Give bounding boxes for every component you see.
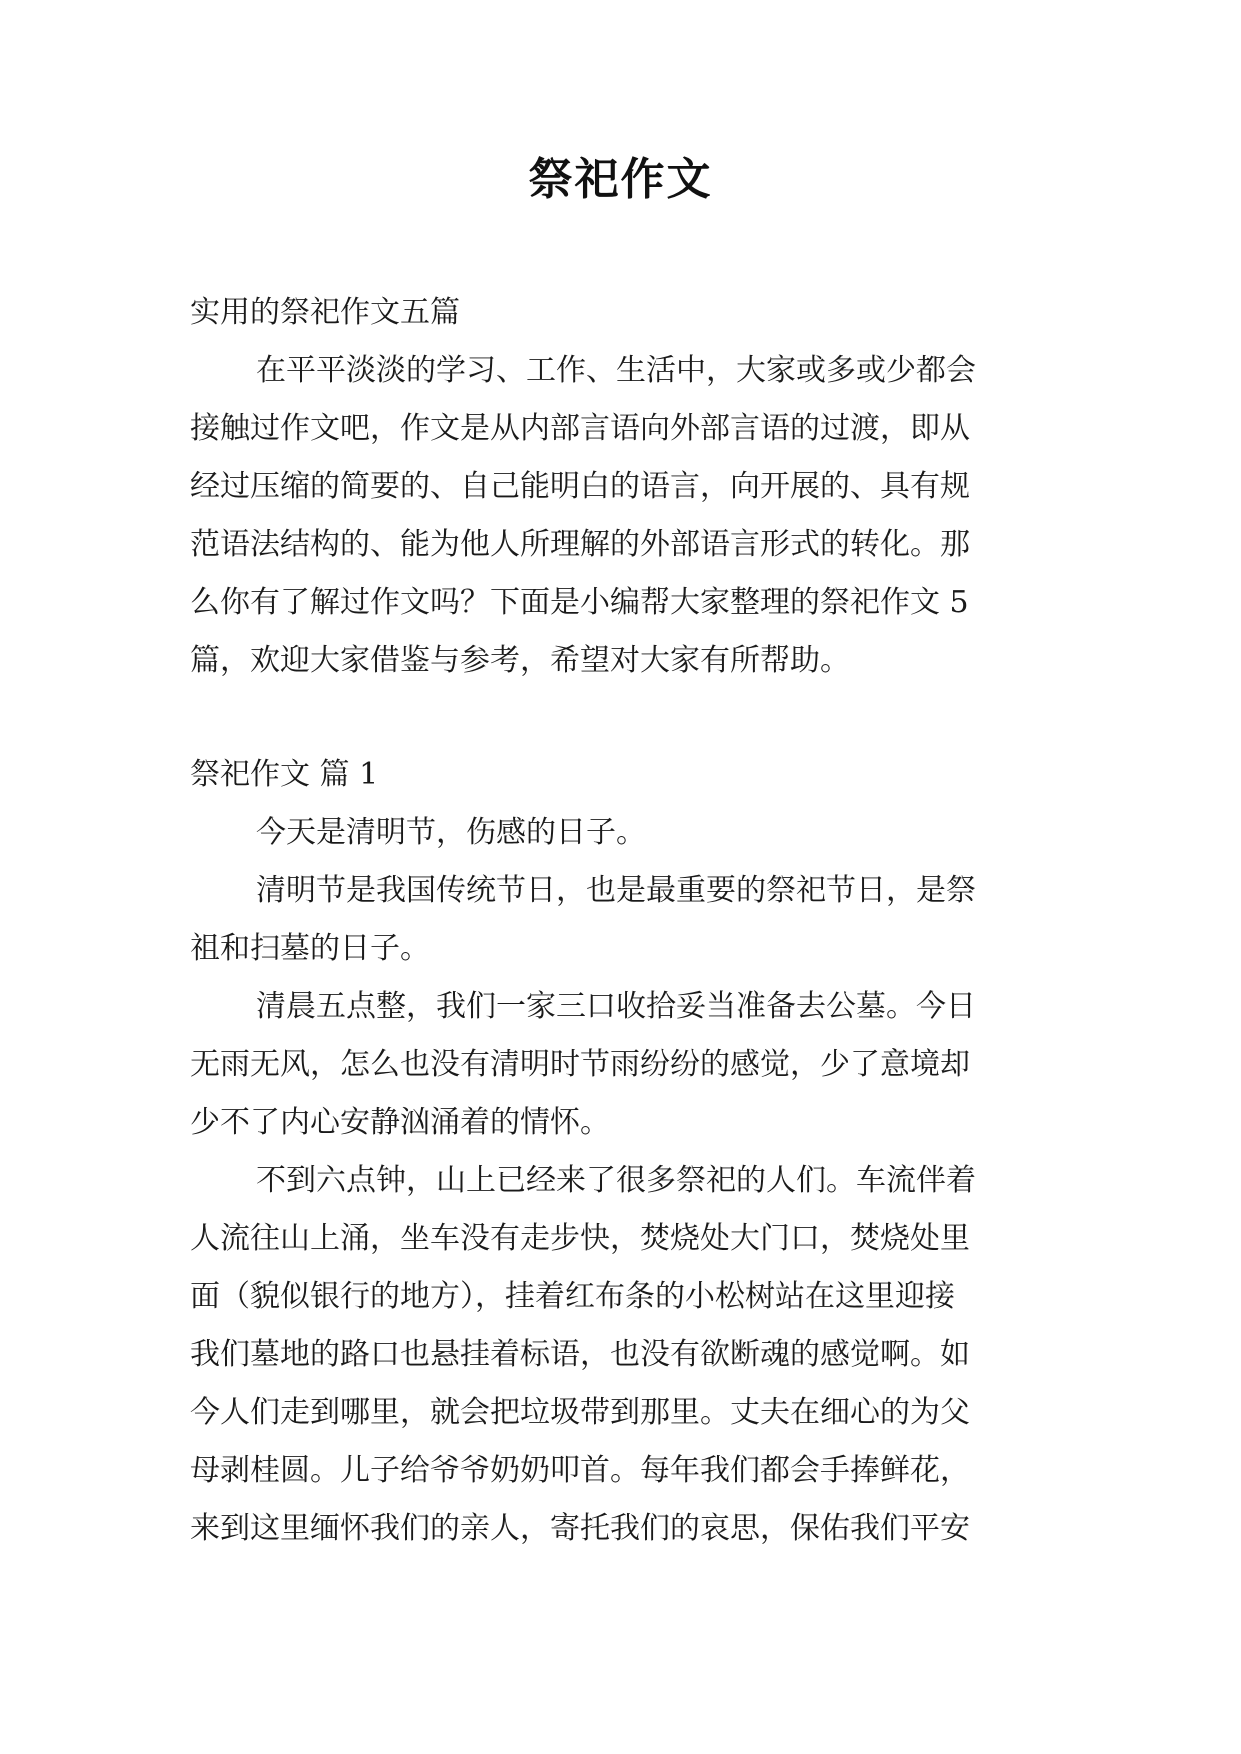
- paragraph-line: 经过压缩的简要的、自己能明白的语言，向开展的、具有规: [190, 469, 970, 504]
- paragraph-line: 接触过作文吧，作文是从内部言语向外部言语的过渡，即从: [190, 411, 970, 446]
- paragraph-line: 今天是清明节，伤感的日子。: [256, 815, 646, 850]
- paragraph-line: 清晨五点整，我们一家三口收拾妥当准备去公墓。今日: [256, 989, 976, 1024]
- document-title: 祭祀作文: [528, 154, 713, 205]
- paragraph-line: 在平平淡淡的学习、工作、生活中，大家或多或少都会: [256, 353, 976, 388]
- document-subtitle: 实用的祭祀作文五篇: [190, 295, 460, 330]
- paragraph-line: 来到这里缅怀我们的亲人，寄托我们的哀思，保佑我们平安: [190, 1511, 970, 1546]
- paragraph-line: 范语法结构的、能为他人所理解的外部语言形式的转化。那: [190, 527, 970, 562]
- paragraph-line: 人流往山上涌，坐车没有走步快，焚烧处大门口，焚烧处里: [190, 1221, 970, 1256]
- paragraph-line: 无雨无风，怎么也没有清明时节雨纷纷的感觉，少了意境却: [190, 1047, 970, 1082]
- paragraph-line: 母剥桂圆。儿子给爷爷奶奶叩首。每年我们都会手捧鲜花，: [190, 1453, 970, 1488]
- paragraph-line: 今人们走到哪里，就会把垃圾带到那里。丈夫在细心的为父: [190, 1395, 970, 1430]
- paragraph-4: [190, 1152, 1052, 1558]
- paragraph-line: 面（貌似银行的地方），挂着红布条的小松树站在这里迎接: [190, 1279, 955, 1314]
- paragraph-2: [190, 862, 1052, 978]
- section-spacer: [190, 690, 1052, 746]
- paragraph-line: 少不了内心安静汹涌着的情怀。: [190, 1105, 610, 1140]
- intro-paragraph: [190, 342, 1052, 690]
- paragraph-1: [190, 804, 1052, 862]
- paragraph-3: [190, 978, 1052, 1152]
- document-body: [190, 284, 1052, 1558]
- paragraph-line: 我们墓地的路口也悬挂着标语，也没有欲断魂的感觉啊。如: [190, 1337, 970, 1372]
- paragraph-line: 篇，欢迎大家借鉴与参考，希望对大家有所帮助。: [190, 643, 850, 678]
- paragraph-line: 不到六点钟，山上已经来了很多祭祀的人们。车流伴着: [256, 1163, 976, 1198]
- section-heading: 祭祀作文 篇 1: [190, 757, 379, 792]
- paragraph-line: 祖和扫墓的日子。: [190, 931, 430, 966]
- paragraph-line: 清明节是我国传统节日，也是最重要的祭祀节日，是祭: [256, 873, 976, 908]
- paragraph-line: 么你有了解过作文吗？下面是小编帮大家整理的祭祀作文 5: [190, 585, 969, 620]
